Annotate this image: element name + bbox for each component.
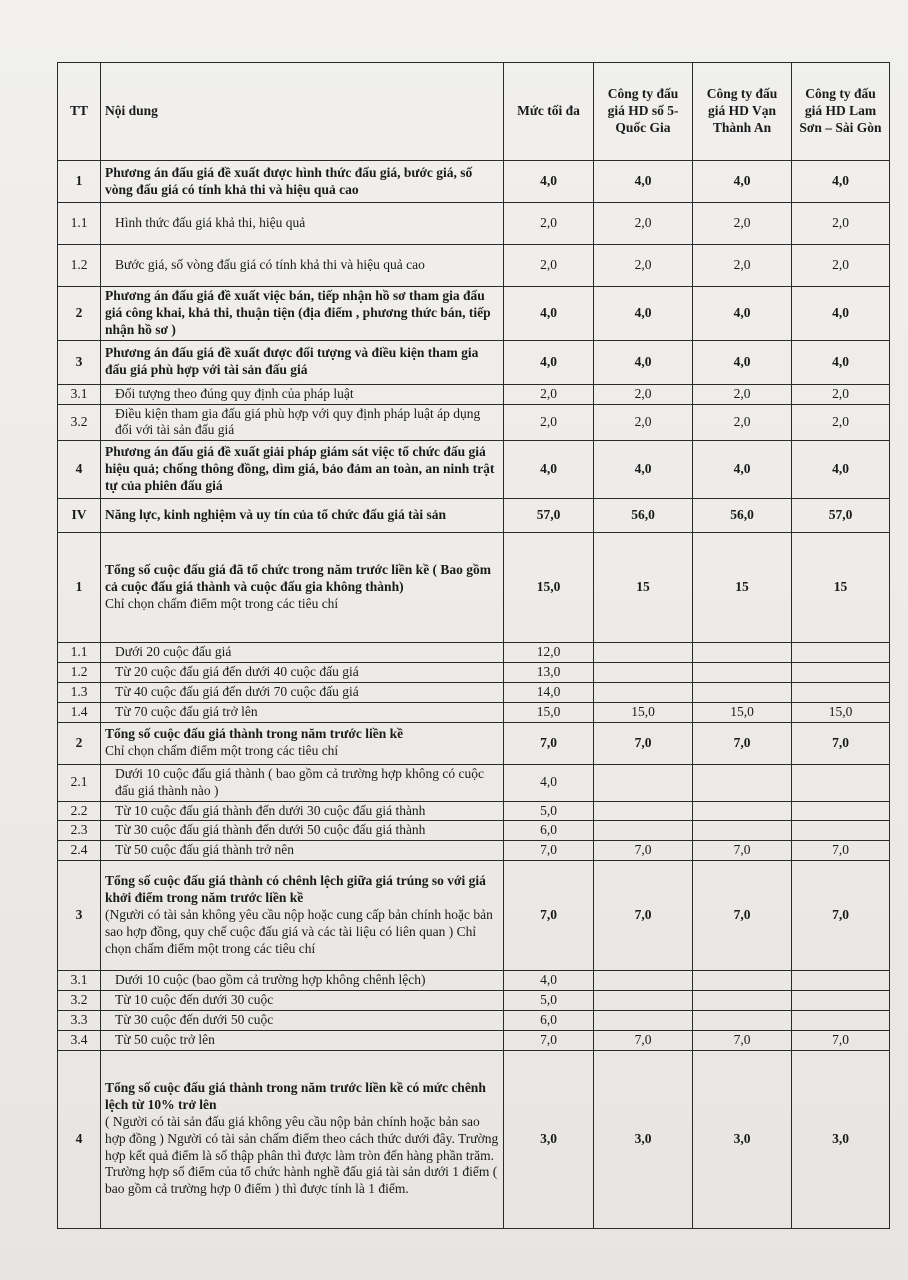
row-number: 1.1 <box>58 643 101 663</box>
table-row <box>58 801 890 821</box>
row-content <box>101 821 504 841</box>
row-content <box>101 161 504 203</box>
row-number: 3.1 <box>58 971 101 991</box>
score-company-3: 2,0 <box>792 203 890 245</box>
score-company-1: 15,0 <box>594 702 693 722</box>
score-company-2 <box>693 643 792 663</box>
header-tt: TT <box>58 63 101 161</box>
row-content <box>101 971 504 991</box>
score-company-1 <box>594 643 693 663</box>
table-row <box>58 971 890 991</box>
score-company-2: 3,0 <box>693 1050 792 1228</box>
max-score: 5,0 <box>504 801 594 821</box>
row-content <box>101 722 504 764</box>
table-row <box>58 702 890 722</box>
score-company-1: 4,0 <box>594 441 693 499</box>
row-note-text: Chỉ chọn chấm điểm một trong các tiêu chí <box>105 743 339 759</box>
max-score: 14,0 <box>504 683 594 703</box>
score-company-2 <box>693 991 792 1011</box>
score-company-1 <box>594 801 693 821</box>
row-content-text: Từ 10 cuộc đấu giá thành đến dưới 30 cuộc đấu giá thành <box>115 802 426 818</box>
max-score: 57,0 <box>504 499 594 533</box>
score-company-1: 7,0 <box>594 1030 693 1050</box>
row-content-text: Phương án đấu giá đề xuất giải pháp giám sát việc tổ chức đấu giá hiệu quả; chống thông đồng, dìm giá, bảo đảm an toàn, an ninh trật tự của phiên đấu giá <box>105 444 495 494</box>
row-number: 1.1 <box>58 203 101 245</box>
table-row <box>58 764 890 801</box>
row-content-text: Dưới 10 cuộc (bao gồm cả trường hợp không chênh lệch) <box>115 972 426 988</box>
row-content-text: Phương án đấu giá đề xuất được đối tượng và điều kiện tham gia đấu giá phù hợp với tài sản đấu giá <box>105 345 479 378</box>
row-number: 3.2 <box>58 404 101 441</box>
max-score: 15,0 <box>504 533 594 643</box>
score-company-1: 4,0 <box>594 287 693 341</box>
row-content-text: Tổng số cuộc đấu giá thành có chênh lệch giữa giá trúng so với giá khởi điểm trong năm trước liền kề <box>105 873 486 906</box>
score-company-3: 2,0 <box>792 245 890 287</box>
row-number: 2.4 <box>58 841 101 861</box>
max-score: 4,0 <box>504 287 594 341</box>
table-row <box>58 533 890 643</box>
score-company-1 <box>594 971 693 991</box>
row-content-text: Điều kiện tham gia đấu giá phù hợp với quy định pháp luật áp dụng đối với tài sản đấu giá <box>115 405 481 438</box>
row-content <box>101 702 504 722</box>
score-company-3 <box>792 801 890 821</box>
row-content <box>101 384 504 404</box>
row-content <box>101 764 504 801</box>
table-row <box>58 384 890 404</box>
row-number: 1.3 <box>58 683 101 703</box>
score-company-3 <box>792 764 890 801</box>
score-company-1: 4,0 <box>594 340 693 384</box>
score-company-3: 2,0 <box>792 384 890 404</box>
score-company-3: 7,0 <box>792 861 890 971</box>
table-row <box>58 340 890 384</box>
row-content <box>101 1010 504 1030</box>
row-content-text: Phương án đấu giá đề xuất được hình thức đấu giá, bước giá, số vòng đấu giá có tính khả thi và hiệu quả cao <box>105 164 473 197</box>
score-company-1 <box>594 663 693 683</box>
max-score: 4,0 <box>504 441 594 499</box>
max-score: 3,0 <box>504 1050 594 1228</box>
row-number: 1 <box>58 161 101 203</box>
score-company-3: 4,0 <box>792 287 890 341</box>
row-content-text: Hình thức đấu giá khả thi, hiệu quả <box>115 215 306 231</box>
score-company-1: 2,0 <box>594 404 693 441</box>
table-row <box>58 821 890 841</box>
score-company-2: 4,0 <box>693 441 792 499</box>
score-company-3 <box>792 1010 890 1030</box>
score-company-1 <box>594 1010 693 1030</box>
max-score: 4,0 <box>504 340 594 384</box>
max-score: 5,0 <box>504 991 594 1011</box>
score-company-1: 7,0 <box>594 722 693 764</box>
score-company-2: 2,0 <box>693 384 792 404</box>
row-content-text: Từ 20 cuộc đấu giá đến dưới 40 cuộc đấu giá <box>115 664 359 680</box>
row-content <box>101 203 504 245</box>
score-company-2: 56,0 <box>693 499 792 533</box>
row-content <box>101 340 504 384</box>
max-score: 6,0 <box>504 821 594 841</box>
score-company-3: 2,0 <box>792 404 890 441</box>
row-content <box>101 861 504 971</box>
row-content <box>101 1030 504 1050</box>
score-company-3: 7,0 <box>792 841 890 861</box>
row-number: 3 <box>58 340 101 384</box>
score-company-3 <box>792 971 890 991</box>
row-content-text: Tổng số cuộc đấu giá thành trong năm trước liền kề <box>105 726 404 742</box>
table-row <box>58 1010 890 1030</box>
score-company-2: 7,0 <box>693 861 792 971</box>
row-content-text: Dưới 20 cuộc đấu giá <box>115 644 232 660</box>
table-row <box>58 861 890 971</box>
header-company-3: Công ty đấu giá HD Lam Sơn – Sài Gòn <box>792 63 890 161</box>
row-number: 1 <box>58 533 101 643</box>
score-company-2: 2,0 <box>693 245 792 287</box>
row-number: 2.1 <box>58 764 101 801</box>
score-company-1: 15 <box>594 533 693 643</box>
row-content-text: Từ 50 cuộc trở lên <box>115 1031 215 1047</box>
row-content <box>101 841 504 861</box>
row-content-text: Bước giá, số vòng đấu giá có tính khả thi và hiệu quả cao <box>115 257 425 273</box>
score-company-3: 4,0 <box>792 340 890 384</box>
score-company-2: 2,0 <box>693 203 792 245</box>
score-company-2 <box>693 821 792 841</box>
row-number: 2.2 <box>58 801 101 821</box>
score-company-3 <box>792 683 890 703</box>
row-number: 2.3 <box>58 821 101 841</box>
max-score: 4,0 <box>504 161 594 203</box>
score-company-3 <box>792 643 890 663</box>
table-row <box>58 841 890 861</box>
max-score: 15,0 <box>504 702 594 722</box>
max-score: 7,0 <box>504 1030 594 1050</box>
row-number: 4 <box>58 441 101 499</box>
table-row <box>58 441 890 499</box>
table-row <box>58 991 890 1011</box>
header-company-1: Công ty đấu giá HD số 5- Quốc Gia <box>594 63 693 161</box>
score-company-3 <box>792 663 890 683</box>
row-content-text: Phương án đấu giá đề xuất việc bán, tiếp nhận hồ sơ tham gia đấu giá công khai, khả thi, thuận tiện (địa điểm , phương thức bán, tiếp nhận hồ sơ ) <box>105 288 491 337</box>
max-score: 13,0 <box>504 663 594 683</box>
row-content <box>101 643 504 663</box>
row-note-text: ( Người có tài sản đấu giá không yêu cầu nộp bản chính hoặc bản sao hợp đồng ) Người có tài sản chấm điểm theo cách thức dưới đây. Trường hợp kết quả điểm là số thập phân thì được làm tròn đến hàng phần trăm. Trường hợp số điểm của tổ chức hành nghề đấu giá tài sản dưới 1 điểm ( bao gồm cả trường hợp 0 điểm ) thì được tính là 1 điểm. <box>105 1113 499 1197</box>
row-content-text: Từ 50 cuộc đấu giá thành trở nên <box>115 842 295 858</box>
table-row <box>58 1030 890 1050</box>
score-company-1: 56,0 <box>594 499 693 533</box>
row-number: 1.4 <box>58 702 101 722</box>
score-company-2 <box>693 971 792 991</box>
row-content <box>101 991 504 1011</box>
header-content: Nội dung <box>101 63 504 161</box>
table-row <box>58 499 890 533</box>
row-content-text: Đối tượng theo đúng quy định của pháp luật <box>115 385 354 401</box>
row-number: 3.1 <box>58 384 101 404</box>
row-content-text: Từ 30 cuộc đến dưới 50 cuộc <box>115 1011 274 1027</box>
max-score: 2,0 <box>504 384 594 404</box>
table-row <box>58 643 890 663</box>
score-company-1 <box>594 764 693 801</box>
row-note-text: (Người có tài sản không yêu cầu nộp hoặc cung cấp bản chính hoặc bản sao hợp đồng, quy chế cuộc đấu giá và các tài liệu có liên quan ) Chỉ chọn chấm điểm một trong các tiêu chí <box>105 907 493 956</box>
row-number: IV <box>58 499 101 533</box>
row-number: 1.2 <box>58 663 101 683</box>
row-content-text: Từ 30 cuộc đấu giá thành đến dưới 50 cuộc đấu giá thành <box>115 822 426 838</box>
table-row <box>58 722 890 764</box>
score-company-1 <box>594 821 693 841</box>
score-company-3: 57,0 <box>792 499 890 533</box>
table-row <box>58 161 890 203</box>
max-score: 7,0 <box>504 722 594 764</box>
table-row <box>58 203 890 245</box>
row-content-text: Từ 40 cuộc đấu giá đến dưới 70 cuộc đấu giá <box>115 684 359 699</box>
header-row <box>58 63 890 161</box>
table-row <box>58 663 890 683</box>
score-company-1: 2,0 <box>594 245 693 287</box>
score-company-3 <box>792 821 890 841</box>
row-content <box>101 441 504 499</box>
score-company-2: 4,0 <box>693 161 792 203</box>
row-content-text: Tổng số cuộc đấu giá thành trong năm trước liền kề có mức chênh lệch từ 10% trở lên <box>105 1080 486 1112</box>
score-company-1 <box>594 683 693 703</box>
max-score: 4,0 <box>504 971 594 991</box>
table-row <box>58 683 890 703</box>
header-max: Mức tối đa <box>504 63 594 161</box>
score-company-2: 4,0 <box>693 340 792 384</box>
score-company-3: 7,0 <box>792 1030 890 1050</box>
score-company-1: 2,0 <box>594 203 693 245</box>
score-company-2: 4,0 <box>693 287 792 341</box>
row-number: 2 <box>58 287 101 341</box>
row-number: 3.2 <box>58 991 101 1011</box>
row-number: 4 <box>58 1050 101 1228</box>
row-content-text: Từ 10 cuộc đến dưới 30 cuộc <box>115 992 274 1007</box>
row-content-text: Tổng số cuộc đấu giá đã tổ chức trong năm trước liền kề ( Bao gồm cả cuộc đấu giá thành và cuộc đấu gia không thành) <box>105 562 492 595</box>
table-row <box>58 1050 890 1228</box>
row-content <box>101 683 504 703</box>
score-company-2 <box>693 663 792 683</box>
score-company-1: 2,0 <box>594 384 693 404</box>
score-company-3: 15,0 <box>792 702 890 722</box>
row-content <box>101 801 504 821</box>
score-company-1 <box>594 991 693 1011</box>
row-content <box>101 404 504 441</box>
score-company-3 <box>792 991 890 1011</box>
row-number: 3.3 <box>58 1010 101 1030</box>
score-company-2: 15,0 <box>693 702 792 722</box>
max-score: 2,0 <box>504 203 594 245</box>
score-company-3: 4,0 <box>792 161 890 203</box>
scoring-table <box>57 62 890 1229</box>
score-company-3: 3,0 <box>792 1050 890 1228</box>
max-score: 7,0 <box>504 841 594 861</box>
score-company-3: 4,0 <box>792 441 890 499</box>
score-company-1: 7,0 <box>594 861 693 971</box>
score-company-2 <box>693 1010 792 1030</box>
row-content-text: Từ 70 cuộc đấu giá trở lên <box>115 703 258 719</box>
max-score: 7,0 <box>504 861 594 971</box>
table-row <box>58 404 890 441</box>
row-content <box>101 533 504 643</box>
score-company-3: 7,0 <box>792 722 890 764</box>
row-content <box>101 287 504 341</box>
row-content-text: Năng lực, kinh nghiệm và uy tín của tổ chức đấu giá tài sản <box>105 507 447 523</box>
row-content <box>101 499 504 533</box>
score-company-2: 7,0 <box>693 722 792 764</box>
max-score: 12,0 <box>504 643 594 663</box>
score-company-2: 15 <box>693 533 792 643</box>
score-company-1: 7,0 <box>594 841 693 861</box>
score-company-2 <box>693 683 792 703</box>
score-company-2: 7,0 <box>693 1030 792 1050</box>
score-company-3: 15 <box>792 533 890 643</box>
row-note-text: Chỉ chọn chấm điểm một trong các tiêu chí <box>105 596 339 612</box>
row-number: 3.4 <box>58 1030 101 1050</box>
table-row <box>58 245 890 287</box>
max-score: 2,0 <box>504 245 594 287</box>
table-row <box>58 287 890 341</box>
score-company-1: 4,0 <box>594 161 693 203</box>
score-company-2: 2,0 <box>693 404 792 441</box>
max-score: 2,0 <box>504 404 594 441</box>
score-company-1: 3,0 <box>594 1050 693 1228</box>
row-content-text: Dưới 10 cuộc đấu giá thành ( bao gồm cả trường hợp không có cuộc đấu giá thành nào ) <box>115 765 484 798</box>
row-content <box>101 245 504 287</box>
max-score: 6,0 <box>504 1010 594 1030</box>
score-company-2 <box>693 764 792 801</box>
header-company-2: Công ty đấu giá HD Vạn Thành An <box>693 63 792 161</box>
row-number: 2 <box>58 722 101 764</box>
max-score: 4,0 <box>504 764 594 801</box>
row-number: 1.2 <box>58 245 101 287</box>
score-company-2: 7,0 <box>693 841 792 861</box>
score-company-2 <box>693 801 792 821</box>
row-number: 3 <box>58 861 101 971</box>
row-content <box>101 1050 504 1228</box>
row-content <box>101 663 504 683</box>
